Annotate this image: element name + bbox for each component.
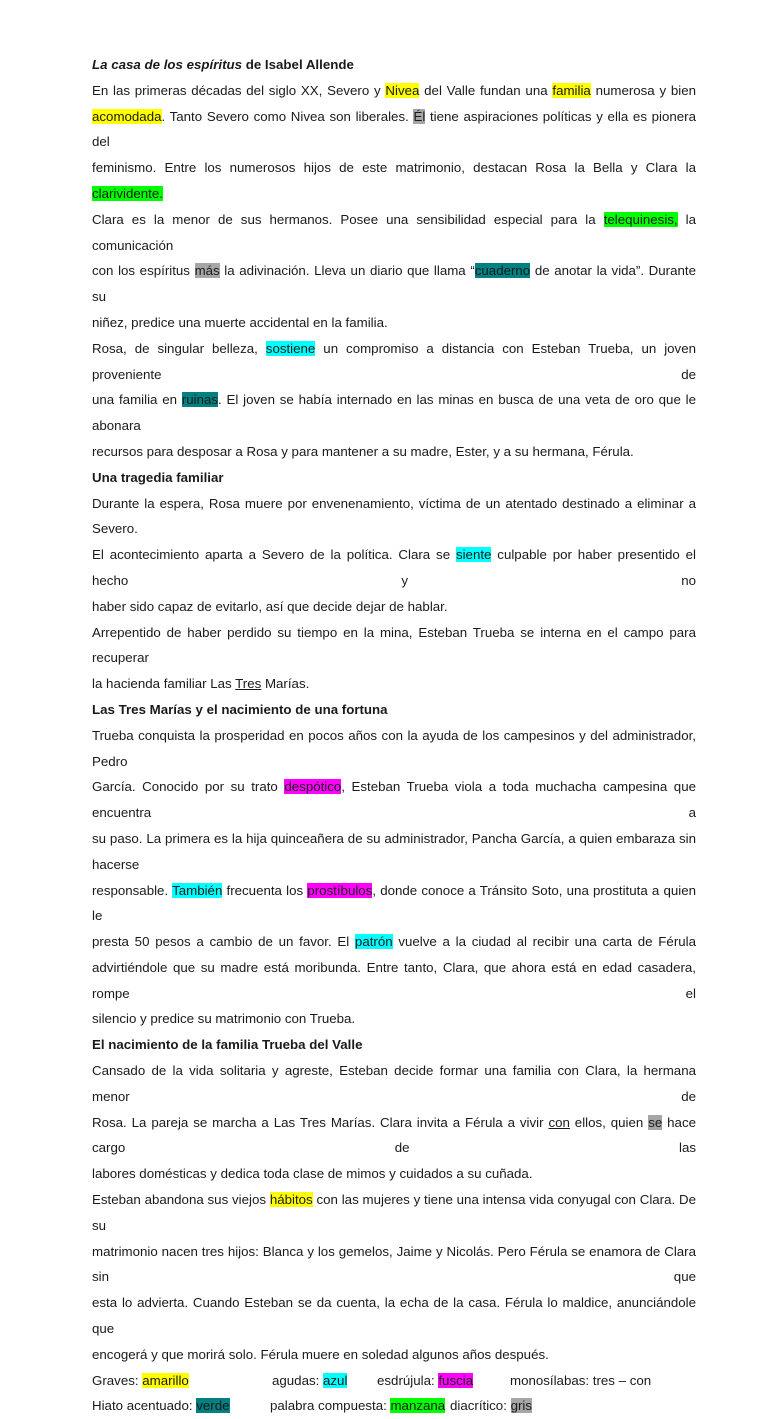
p4-line-2 — [92, 671, 696, 697]
section-heading-nacimiento: El nacimiento de la familia Trueba del Valle — [92, 1037, 363, 1053]
legend-label: Graves: — [92, 1372, 143, 1388]
highlight-telequinesis: telequinesis, — [603, 211, 678, 227]
legend-label: agudas: — [272, 1372, 324, 1388]
legend-swatch-teal: verde — [196, 1398, 230, 1414]
highlight-familia: familia — [552, 82, 591, 98]
p3-line-3: haber sido capaz de evitarlo, así que decide dejar de hablar. — [92, 598, 448, 614]
p5-line-6: advirtiéndole que su madre está moribunda. Entre tanto, Clara, que ahora está en edad casadera, rompe el — [92, 959, 696, 1001]
p1-line-1 — [92, 78, 696, 104]
text-run: ellos, quien — [569, 1114, 649, 1130]
text-run: Rosa. La pareja se marcha a Las Tres Marías. Clara invita a Férula a vivir — [92, 1114, 549, 1130]
text-run: responsable. — [92, 882, 173, 898]
p1-line-4 — [92, 207, 696, 259]
legend-agudas — [272, 1368, 377, 1394]
legend-swatch-gray: gris — [510, 1398, 533, 1414]
p6-line-3: labores domésticas y dedica toda clase de mimos y cuidados a su cuñada. — [92, 1166, 533, 1182]
p7-line-4: encogerá y que morirá solo. Férula muere en soledad algunos años después. — [92, 1346, 549, 1362]
legend-diacritico — [450, 1393, 532, 1419]
text-run: un compromiso a distancia con Esteban Trueba, un joven proveniente de — [92, 340, 696, 382]
highlight-despotico: despótico — [284, 779, 342, 795]
legend-label: diacrítico: — [450, 1398, 511, 1414]
legend-swatch-green: manzana — [390, 1398, 446, 1414]
p1-line-3 — [92, 155, 696, 207]
highlight-se: se — [648, 1114, 663, 1130]
text-run: hace cargo de las — [92, 1114, 696, 1156]
p1-line-5 — [92, 258, 696, 310]
highlight-clarividente: clarividente. — [92, 185, 163, 201]
legend-swatch-cyan: azul — [323, 1372, 348, 1388]
text-run: con los espíritus — [92, 263, 195, 279]
text-run: una familia en — [92, 392, 182, 408]
highlight-siente: siente — [455, 547, 492, 563]
text-run: tiene aspiraciones políticas y ella es pionera del — [92, 108, 696, 150]
p5-line-7: silencio y predice su matrimonio con Trueba. — [92, 1011, 356, 1027]
text-run: . El joven se había internado en las minas en busca de una veta de oro que le abonara — [92, 392, 697, 434]
legend-esdrujula — [377, 1368, 510, 1394]
text-run: de anotar la vida”. Durante su — [92, 263, 696, 305]
text-run: del Valle fundan una — [419, 82, 553, 98]
legend-hiato — [92, 1393, 270, 1419]
text-run: culpable por haber presentido el hecho y no — [92, 547, 696, 588]
text-run: Clara es la menor de sus hermanos. Posee una sensibilidad especial para la — [92, 211, 604, 227]
text-run: El acontecimiento aparta a Severo de la política. Clara se — [92, 547, 456, 563]
text-run: la hacienda familiar Las — [92, 676, 236, 692]
legend-label: Hiato acentuado: — [92, 1398, 197, 1414]
p7-line-2: matrimonio nacen tres hijos: Blanca y los gemelos, Jaime y Nicolás. Pero Férula se enamora de Clara sin que — [92, 1243, 696, 1285]
section-heading-tres-marias: Las Tres Marías y el nacimiento de una fortuna — [92, 701, 388, 717]
legend-graves — [92, 1368, 272, 1394]
highlight-prostibulos: prostíbulos — [307, 882, 373, 898]
book-title: La casa de los espíritus — [92, 57, 243, 72]
underlined-tres: Tres — [235, 676, 262, 692]
p5-line-5 — [92, 929, 696, 955]
text-run: con las mujeres y tiene una intensa vida conyugal con Clara. De su — [92, 1192, 696, 1233]
p2-line-2 — [92, 387, 696, 439]
legend-label: palabra compuesta: — [270, 1398, 391, 1414]
p2-line-1 — [92, 336, 696, 388]
highlight-acomodada: acomodada — [92, 108, 162, 124]
text-run: , donde conoce a Tránsito Soto, una prostituta a quien le — [92, 882, 696, 924]
text-run: feminismo. Entre los numerosos hijos de este matrimonio, destacan Rosa la Bella y Clara la — [92, 160, 696, 176]
highlight-habitos: hábitos — [269, 1192, 313, 1208]
highlight-mas: más — [194, 263, 220, 279]
text-run: Rosa, de singular belleza, — [92, 340, 266, 356]
text-run: Marías. — [261, 676, 310, 692]
legend-row-1 — [92, 1368, 696, 1394]
text-run: García. Conocido por su trato — [92, 779, 285, 795]
legend-monosilabas: monosílabas: tres – con — [510, 1372, 652, 1388]
p5-line-1: Trueba conquista la prosperidad en pocos años con la ayuda de los campesinos y del administrador, Pedro — [92, 727, 696, 769]
p5-line-2 — [92, 774, 696, 826]
p3-line-1: Durante la espera, Rosa muere por envenenamiento, víctima de un atentado destinado a eliminar a Severo. — [92, 495, 696, 537]
p1-line-2 — [92, 104, 696, 156]
p2-line-3: recursos para desposar a Rosa y para mantener a su madre, Ester, y a su hermana, Férula. — [92, 443, 634, 459]
text-run: frecuenta los — [222, 882, 308, 898]
section-heading-tragedia: Una tragedia familiar — [92, 469, 224, 485]
text-run: . Tanto Severo como Nivea son liberales. — [161, 108, 414, 124]
legend-row-2 — [92, 1393, 696, 1419]
p7-line-3: esta lo advierta. Cuando Esteban se da cuenta, la echa de la casa. Férula lo maldice, anunciándole que — [92, 1295, 696, 1337]
highlight-ruinas: ruinas — [181, 392, 219, 408]
p5-line-3: su paso. La primera es la hija quinceañera de su administrador, Pancha García, a quien embaraza sin hacerse — [92, 830, 696, 872]
highlight-sostiene: sostiene — [265, 340, 316, 356]
legend-swatch-magenta: fuscia — [438, 1372, 474, 1388]
title-author: de Isabel Allende — [242, 57, 354, 72]
text-run: , Esteban Trueba viola a toda muchacha campesina que encuentra a — [92, 779, 696, 821]
highlight-tambien: También — [172, 882, 223, 898]
text-run: presta 50 pesos a cambio de un favor. El — [92, 934, 355, 950]
p4-line-1: Arrepentido de haber perdido su tiempo en la mina, Esteban Trueba se interna en el campo para recuperar — [92, 624, 696, 666]
p1-line-6: niñez, predice una muerte accidental en la familia. — [92, 314, 388, 330]
legend-label: esdrújula: — [377, 1372, 439, 1388]
text-run: la adivinación. Lleva un diario que llama “ — [219, 263, 475, 279]
document-title — [92, 52, 696, 78]
legend-swatch-yellow: amarillo — [142, 1372, 189, 1388]
p6-line-2 — [92, 1110, 696, 1162]
text-run: vuelve a la ciudad al recibir una carta de Férula — [392, 934, 696, 950]
text-run: la comunicación — [92, 211, 697, 253]
text-run: En las primeras décadas del siglo XX, Severo y — [92, 82, 386, 98]
legend-compuesta — [270, 1393, 450, 1419]
p6-line-1: Cansado de la vida solitaria y agreste, Esteban decide formar una familia con Clara, la hermana menor de — [92, 1063, 696, 1104]
underlined-con: con — [548, 1114, 570, 1130]
highlight-el: Él — [413, 108, 426, 124]
text-run: numerosa y bien — [590, 82, 697, 98]
text-run: Esteban abandona sus viejos — [92, 1192, 270, 1208]
p5-line-4 — [92, 878, 696, 930]
highlight-cuaderno: cuaderno — [474, 263, 531, 279]
highlight-nivea: Nivea — [385, 82, 420, 98]
highlight-patron: patrón — [354, 934, 393, 950]
p7-line-1 — [92, 1187, 696, 1239]
p3-line-2 — [92, 542, 696, 594]
